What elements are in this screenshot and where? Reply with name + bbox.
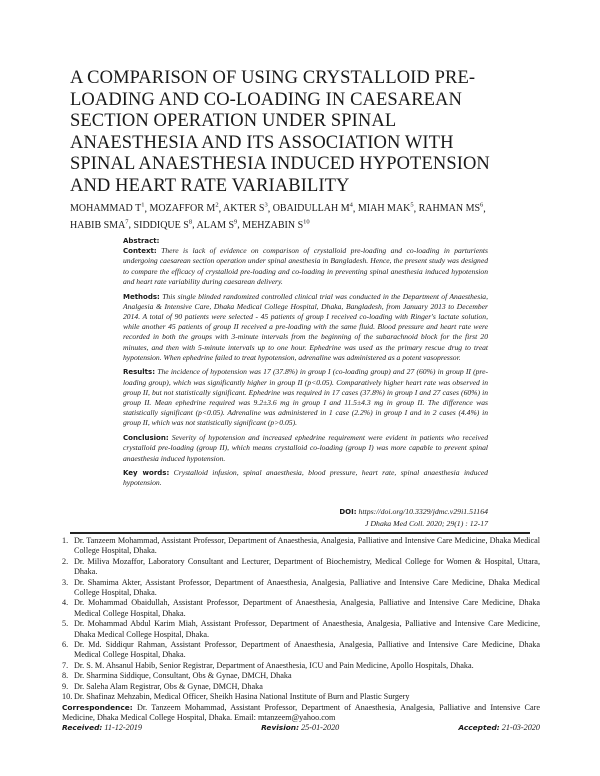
affiliation-number: 1. [62, 536, 69, 545]
author [223, 203, 268, 214]
affiliation-text: Dr. Saleha Alam Registrar, Obs & Gynae, DMCH, Dhaka [74, 681, 263, 691]
footnotes [62, 536, 540, 734]
received-value: 11-12-2019 [104, 723, 142, 733]
correspondence-label: Correspondence: [62, 702, 133, 712]
doi-label: DOI: [339, 508, 357, 516]
article-title [70, 68, 540, 198]
affiliation-number: 4. [62, 598, 69, 608]
affiliation-text: Dr. Miliva Mozaffor, Laboratory Consultant and Lecturer, Department of Biochemistry, Medical College for Women & Hospital, Uttara, Dhaka. [74, 556, 540, 577]
title-line: AND HEART RATE VARIABILITY [70, 175, 350, 196]
abstract-section [123, 367, 488, 428]
accepted-label: Accepted: [458, 723, 500, 733]
title-line: SECTION OPERATION UNDER SPINAL [70, 111, 397, 132]
dates-row [62, 723, 540, 733]
abstract-section [123, 468, 488, 488]
affiliation-item [62, 578, 540, 599]
author-affiliation-number: 7 [125, 218, 129, 226]
affiliation-number: 9. [62, 681, 69, 691]
author [273, 203, 353, 214]
author-affiliation-number: 9 [234, 218, 238, 226]
affiliation-text: Dr. Mohammad Obaidullah, Assistant Professor, Department of Anaesthesia, Analgesia, Palliative and Intensive Care Medicine, Dhaka Medical College Hospital, Dhaka. [74, 598, 540, 618]
affiliation-item [62, 661, 540, 671]
citation: J Dhaka Med Coll. 2020; 29(1) : 12-17 [365, 519, 488, 528]
affiliation-text: Dr. Shamima Akter, Assistant Professor, Department of Anaesthesia, Analgesia, Palliative and Intensive Care Medicine, Dhaka Medical College Hospital, Dhaka. [74, 577, 540, 598]
affiliation-text: Dr. S. M. Ahsanul Habib, Senior Registrar, Department of Anaesthesia, ICU and Pain Medicine, Apollo Hospitals, Dhaka. [74, 660, 474, 670]
author [70, 220, 129, 231]
author-name: AKTER S [223, 203, 265, 215]
section-label: Methods: [123, 292, 160, 301]
section-text: The incidence of hypotension was 17 (37.8%) in group I (co-loading group) and 27 (60%) in group II (pre-loading group), which was significantly higher in group II (p<0.05). Comparatively higher heart rate was observed in group II, but not statistically significant. Ephedrine was required in 17 cases (37.8%) in group I and 27 cases (60%) in group II. Mean ephedrine required was 9.2±3.6 mg in group I and 11.5±4.3 mg in group II. The difference was statistically significant (p<0.05). Adrenaline was administered in 1 case (2.2%) in group I and in 2 cases (4.4%) in group II, which was not statistically significant (p>0.05). [123, 367, 488, 428]
affiliation-list [62, 536, 540, 703]
revision-label: Revision: [261, 723, 300, 733]
abstract-section [123, 433, 488, 464]
section-text: There is lack of evidence on comparison of crystalloid pre-loading and co-loading in parturients undergoing caesarean section operation under spinal anesthesia in Bangladesh. Hence, the present study was designed to compare the efficacy of crystalloid pre-loading and co-loading in preventing spinal anesthesia induced hypotension and heart rate variability during caesarean delivery. [123, 246, 488, 286]
author-name: MEHZABIN S [242, 219, 304, 231]
abstract-heading: Abstract: [123, 237, 160, 245]
author-name: HABIB SMA [70, 219, 126, 231]
author [134, 220, 193, 231]
revision-date [261, 723, 339, 733]
abstract-section [123, 246, 488, 287]
affiliation-text: Dr. Md. Siddiqur Rahman, Assistant Professor, Department of Anaesthesia, Analgesia, Palliative and Intensive Care Medicine, Dhaka Medical College Hospital, Dhaka. [74, 640, 540, 660]
section-text: Crystalloid infusion, spinal anaesthesia, blood pressure, heart rate, spinal anaesthesia induced hypotension. [123, 468, 488, 488]
affiliation-item [62, 557, 540, 578]
section-label: Results: [123, 368, 155, 377]
affiliation-number: 7. [62, 660, 69, 670]
author [419, 203, 484, 214]
title-line: A COMPARISON OF USING CRYSTALLOID PRE- [70, 68, 476, 88]
affiliation-item [62, 619, 540, 640]
affiliation-number: 3. [62, 577, 69, 587]
author-affiliation-number: 1 [141, 202, 145, 209]
affiliation-item [62, 671, 540, 681]
affiliation-number: 10. [62, 692, 73, 702]
revision-value: 25-01-2020 [301, 723, 340, 733]
title-line: ANAESTHESIA AND ITS ASSOCIATION WITH [70, 132, 454, 153]
author-name: SIDDIQUE S [133, 219, 189, 231]
title-line: SPINAL ANAESTHESIA INDUCED HYPOTENSION [70, 154, 490, 175]
author [242, 220, 309, 231]
author-affiliation-number: 3 [264, 202, 268, 209]
author-affiliation-number: 6 [480, 202, 484, 209]
doi-link[interactable]: https://doi.org/10.3329/jdmc.v29i1.51164 [358, 507, 488, 516]
author-name: MOHAMMAD T [70, 203, 142, 215]
affiliation-item [62, 640, 540, 661]
section-text: Severity of hypotension and increased ephedrine requirement were evident in patients who received crystalloid pre-loading (group II), which means crystalloid co-loading (group I) was more capable to prevent spinal anaesthesia induced hypotension. [123, 433, 488, 463]
affiliation-text: Dr. Mohammad Abdul Karim Miah, Assistant Professor, Department of Anaesthesia, Analgesia, Palliative and Intensive Care Medicine, Dhaka Medical College Hospital, Dhaka. [74, 619, 540, 639]
author-affiliation-number: 4 [349, 202, 353, 209]
affiliation-text: Dr. Tanzeem Mohammad, Assistant Professor, Department of Anaesthesia, Analgesia, Palliative and Intensive Care Medicine, Dhaka Medical College Hospital, Dhaka. [74, 536, 540, 556]
correspondence-text: Dr. Tanzeem Mohammad, Assistant Professor, Department of Anaesthesia, Analgesia, Palliative and Intensive Care Medicine, Dhaka Medical College Hospital, Dhaka. Email: mtanzeem@yahoo.com [62, 702, 540, 722]
author [70, 203, 144, 214]
accepted-date [458, 723, 540, 733]
affiliation-number: 6. [62, 640, 69, 650]
author [358, 203, 414, 214]
section-label: Key words: [123, 469, 170, 478]
correspondence [62, 703, 540, 724]
affiliation-number: 8. [62, 671, 69, 681]
author-name: MOZAFFOR M [149, 203, 216, 215]
author-affiliation-number: 8 [188, 218, 193, 226]
section-label: Context: [123, 247, 157, 256]
section-label: Conclusion: [123, 434, 169, 443]
affiliation-item [62, 682, 540, 692]
abstract [123, 236, 488, 493]
author-affiliation-number: 5 [410, 202, 414, 209]
affiliation-item [62, 536, 540, 557]
author [149, 203, 218, 214]
received-date [62, 723, 142, 733]
affiliation-number: 5. [62, 619, 69, 629]
author-affiliation-number: 10 [303, 218, 310, 226]
accepted-value: 21-03-2020 [501, 723, 540, 733]
author-name: OBAIDULLAH M [272, 203, 350, 215]
affiliation-text: Dr. Shafinaz Mehzabin, Medical Officer, Sheikh Hasina National Institute of Burn and Plastic Surgery [74, 692, 410, 702]
title-line: LOADING AND CO-LOADING IN CAESAREAN [70, 89, 462, 110]
affiliation-item [62, 692, 540, 702]
affiliation-item [62, 598, 540, 619]
received-label: Received: [62, 723, 103, 733]
author-name: ALAM S [196, 219, 235, 231]
affiliation-text: Dr. Sharmina Siddique, Consultant, Obs & Gynae, DMCH, Dhaka [74, 671, 292, 681]
author [197, 220, 238, 231]
affiliation-number: 2. [62, 556, 69, 566]
author-name: RAHMAN MS [418, 203, 481, 215]
author-name: MIAH MAK [357, 203, 411, 215]
author-list: MOHAMMAD $T^1$, MOZAFFOR $M^2$, AKTER $S^3$, OBAIDULLAH $M^4$, MIAH MAK$^5$, RAHMAN $MS^6$, HABIB SMA$^7$, SIDDIQUE $S^8$, ALAM $S^9$, MEHZABIN $S^{10}$ [70, 202, 486, 231]
section-text: This single blinded randomized controlled clinical trial was conducted in the Department of Anaesthesia, Analgesia & Intensive Care, Dhaka Medical College Hospital, Dhaka, Bangladesh, from January 2013 to December 2014. A total of 90 patients were selected - 45 patients of group I received co-loading with Ringer's lactate solution, while another 45 patients of group II received a pre-loading with the same fluid. Blood pressure and heart rate were recorded in both the groups with 3-minute intervals from the beginning of the subarachnoid block for the first 20 minutes, and then with 5-minute intervals up to one hour. Ephedrine was used as the primary rescue drug to treat hypotension. When ephedrine failed to treat hypotension, adrenaline was administered as a potent vasopressor. [123, 291, 489, 362]
doi-block [339, 506, 488, 529]
author-affiliation-number: 2 [215, 202, 219, 209]
abstract-section [123, 292, 488, 363]
divider [70, 532, 530, 534]
